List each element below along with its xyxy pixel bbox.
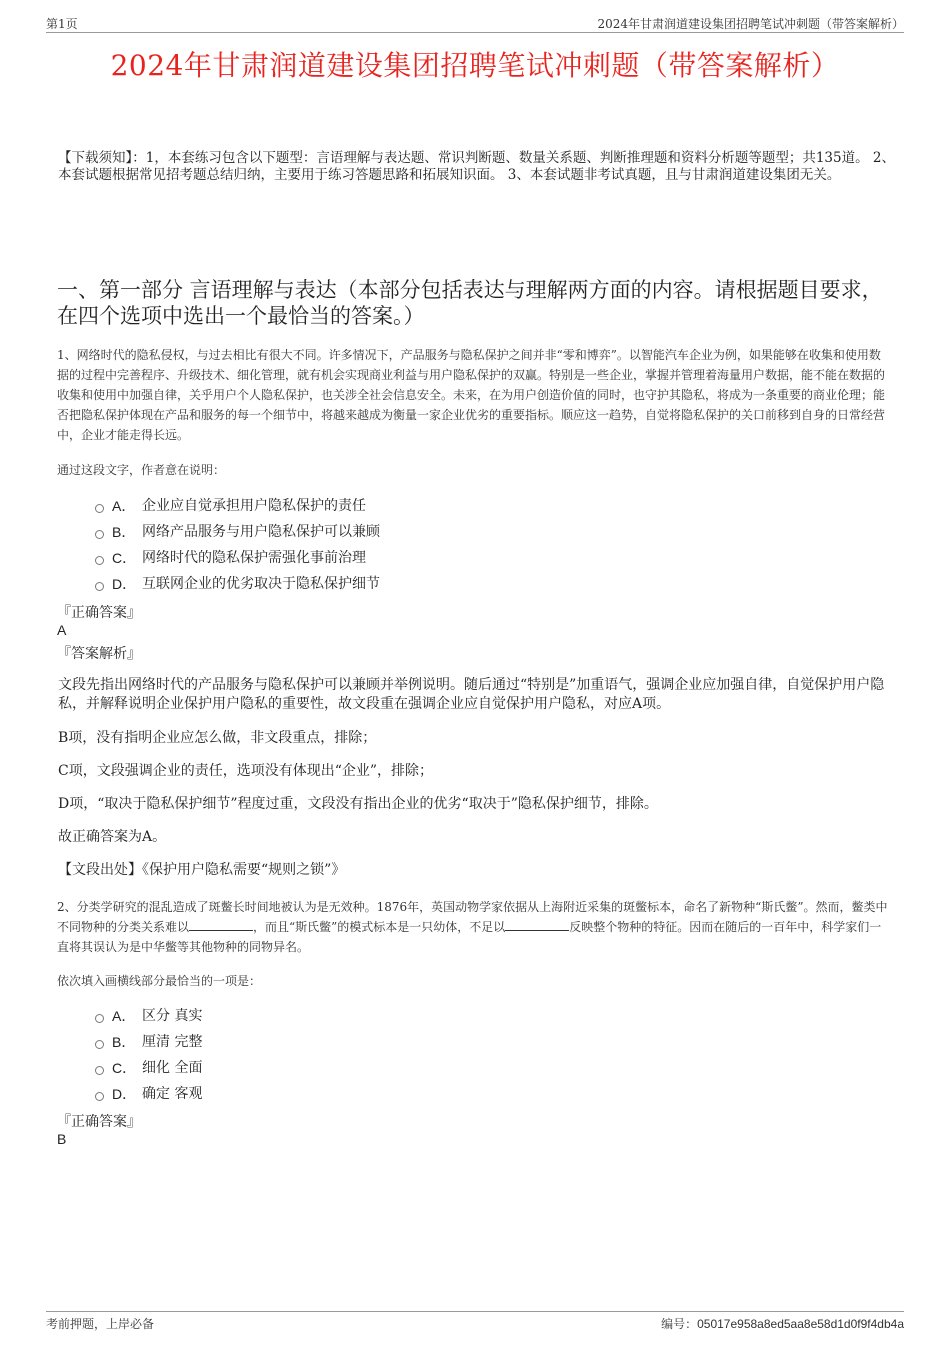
option-text: 网络产品服务与用户隐私保护可以兼顾 [142,524,380,540]
q1-analysis-p1: 文段先指出网络时代的产品服务与隐私保护可以兼顾并举例说明。随后通过“特别是”加重语气，强调企业应加强自律，自觉保护用户隐私，并解释说明企业保护用户隐私的重要性，故文段重在强调企业应自觉保护用户隐私，对应A项。 [58,677,885,712]
footer-slogan: 考前押题，上岸必备 [46,1317,155,1331]
q1-option-b[interactable]: B． 网络产品服务与用户隐私保护可以兼顾 [95,519,380,545]
q2-option-b[interactable]: B． 厘清 完整 [95,1029,202,1055]
q2-correct-answer: B [57,1131,67,1147]
q1-correct-answer: A [57,622,67,638]
q2-options [95,1003,202,1107]
q1-question: 通过这段文字，作者意在说明： [57,463,226,477]
radio-icon[interactable] [95,1040,104,1049]
option-text: 互联网企业的优劣取决于隐私保护细节 [142,576,380,592]
q1-passage: 1、网络时代的隐私侵权，与过去相比有很大不同。许多情况下，产品服务与隐私保护之间并非“零和博弈”。以智能汽车企业为例，如果能够在收集和使用数据的过程中完善程序、升级技术、细化管理，就有机会实现商业利益与用户隐私保护的双赢。特别是一些企业，掌握并管理着海量用户数据，能不能在数据的收集和使用中加强自律，关乎用户个人隐私保护，也关涉全社会信息安全。未来，在为用户创造价值的同时，也守护其隐私，将成为一条重要的商业伦理；能否把隐私保护体现在产品和服务的每一个细节中，将越来越成为衡量一家企业优劣的重要指标。顺应这一趋势，自觉将隐私保护的关口前移到自身的日常经营中，企业才能走得长远。 [57,348,886,442]
q1-analysis-p5: 故正确答案为A。 [58,829,167,845]
download-notice: 【下载须知】：1，本套练习包含以下题型：言语理解与表达题、常识判断题、数量关系题、判断推理题和资料分析题等题型；共135道。 2、本套试题根据常见招考题总结归纳，主要用于练习答题思路和拓展知识面。 3、本套试题非考试真题，且与甘肃润道建设集团无关。 [58,150,895,183]
radio-icon[interactable] [95,504,104,513]
q2-option-c[interactable]: C． 细化 全面 [95,1055,202,1081]
radio-icon[interactable] [95,582,104,591]
q1-correct-label: 『正确答案』 [57,605,141,621]
q2-passage: 2、分类学研究的混乱造成了斑鳖长时间地被认为是无效种。1876年，英国动物学家依据从上海附近采集的斑鳖标本，命名了新物种“斯氏鳖”。然而，鳖类中不同物种的分类关系难以 ，而且“斯氏鳖”的模式标本是一只幼体，不足以 反映整个物种的特征。因而在随后的一百年中，科学家们一直将其误认为是中华鳖等其他物种的同物异名。 [57,900,888,954]
q1-analysis-label: 『答案解析』 [57,646,141,662]
option-text: 细化 全面 [142,1060,203,1076]
page-footer [46,1311,904,1334]
q1-analysis-p4: D项，“取决于隐私保护细节”程度过重，文段没有指出企业的优劣“取决于”隐私保护细节，排除。 [58,796,658,812]
q1-option-c[interactable]: C． 网络时代的隐私保护需强化事前治理 [95,545,380,571]
header-doc-title: 2024年甘肃润道建设集团招聘笔试冲刺题（带答案解析） [597,17,904,31]
q1-option-d[interactable]: D． 互联网企业的优劣取决于隐私保护细节 [95,571,380,597]
radio-icon[interactable] [95,1092,104,1101]
q1-analysis-p2: B项，没有指明企业应怎么做，非文段重点，排除； [58,730,377,746]
page-title: 2024年甘肃润道建设集团招聘笔试冲刺题（带答案解析） [110,49,840,82]
fill-blank-2[interactable] [505,918,569,931]
page-header [46,14,904,33]
q1-option-a[interactable]: A． 企业应自觉承担用户隐私保护的责任 [95,493,380,519]
footer-code: 编号：05017e958a8ed5aa8e58d1d0f9f4db4a [661,1317,904,1331]
fill-blank-1[interactable] [189,918,253,931]
radio-icon[interactable] [95,530,104,539]
q2-option-d[interactable]: D． 确定 客观 [95,1081,202,1107]
option-text: 区分 真实 [142,1008,203,1024]
q2-question: 依次填入画横线部分最恰当的一项是： [57,974,262,988]
page-number: 第1页 [46,17,78,31]
option-text: 企业应自觉承担用户隐私保护的责任 [142,498,366,514]
option-text: 网络时代的隐私保护需强化事前治理 [142,550,366,566]
q1-analysis-p3: C项，文段强调企业的责任，选项没有体现出“企业”，排除； [58,763,434,779]
option-text: 确定 客观 [142,1086,203,1102]
q1-source: 【文段出处】《保护用户隐私需要“规则之锁”》 [58,862,346,878]
q2-option-a[interactable]: A． 区分 真实 [95,1003,202,1029]
radio-icon[interactable] [95,1066,104,1075]
option-text: 厘清 完整 [142,1034,203,1050]
q2-correct-label: 『正确答案』 [57,1114,141,1130]
section-title: 一、第一部分 言语理解与表达（本部分包括表达与理解两方面的内容。请根据题目要求，在四个选项中选出一个最恰当的答案。） [57,278,883,328]
radio-icon[interactable] [95,556,104,565]
q1-options [95,493,380,597]
radio-icon[interactable] [95,1014,104,1023]
